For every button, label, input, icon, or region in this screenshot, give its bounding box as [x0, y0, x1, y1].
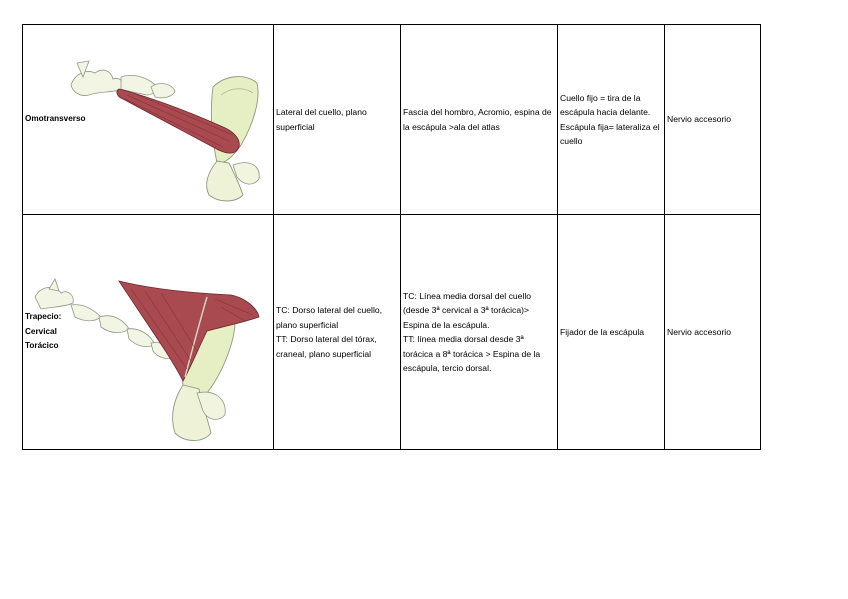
nerve-text: Nervio accesorio: [667, 114, 731, 125]
insertion-cell: [401, 215, 558, 450]
action-text: Fijador de la escápula: [560, 326, 645, 337]
action-cell: [558, 215, 665, 450]
insertion-cell: [401, 25, 558, 215]
insertion-text-tt: TT: línea media dorsal desde 3ª torácica a 8ª torácica > Espina de la escápula, tercio dorsal.: [403, 334, 541, 373]
muscle-subname-cervical: Cervical: [25, 326, 57, 336]
nerve-cell: [665, 25, 761, 215]
table-row-trapecio: [23, 215, 761, 450]
location-cell: [274, 25, 401, 215]
location-cell: [274, 215, 401, 450]
location-text: Lateral del cuello, plano superficial: [276, 107, 367, 132]
nerve-cell: [665, 215, 761, 450]
muscle-name: Trapecio:: [25, 312, 62, 322]
muscle-name-cell: [23, 215, 274, 450]
muscle-name: Omotransverso: [25, 114, 86, 124]
muscle-subname-toracico: Torácico: [25, 341, 59, 351]
action-cell: [558, 25, 665, 215]
nerve-text: Nervio accesorio: [667, 326, 731, 337]
location-text-tt: TT: Dorso lateral del tórax, craneal, plano superficial: [276, 334, 377, 359]
location-text-tc: TC: Dorso lateral del cuello, plano superficial: [276, 305, 383, 330]
action-text: Cuello fijo = tira de la escápula hacia delante. Escápula fija= lateraliza el cuello: [560, 92, 660, 146]
trapecio-illustration: [31, 277, 269, 447]
insertion-text-tc: TC: Línea media dorsal del cuello (desde 3ª cervical a 3ª torácica)> Espina de la escápula.: [403, 290, 532, 330]
omotransverso-illustration: [63, 47, 263, 207]
muscle-table: [22, 24, 761, 450]
insertion-text: Fascia del hombro, Acromio, espina de la escápula >ala del atlas: [403, 107, 552, 132]
muscle-name-cell: [23, 25, 274, 215]
table-row-omotransverso: [23, 25, 761, 215]
